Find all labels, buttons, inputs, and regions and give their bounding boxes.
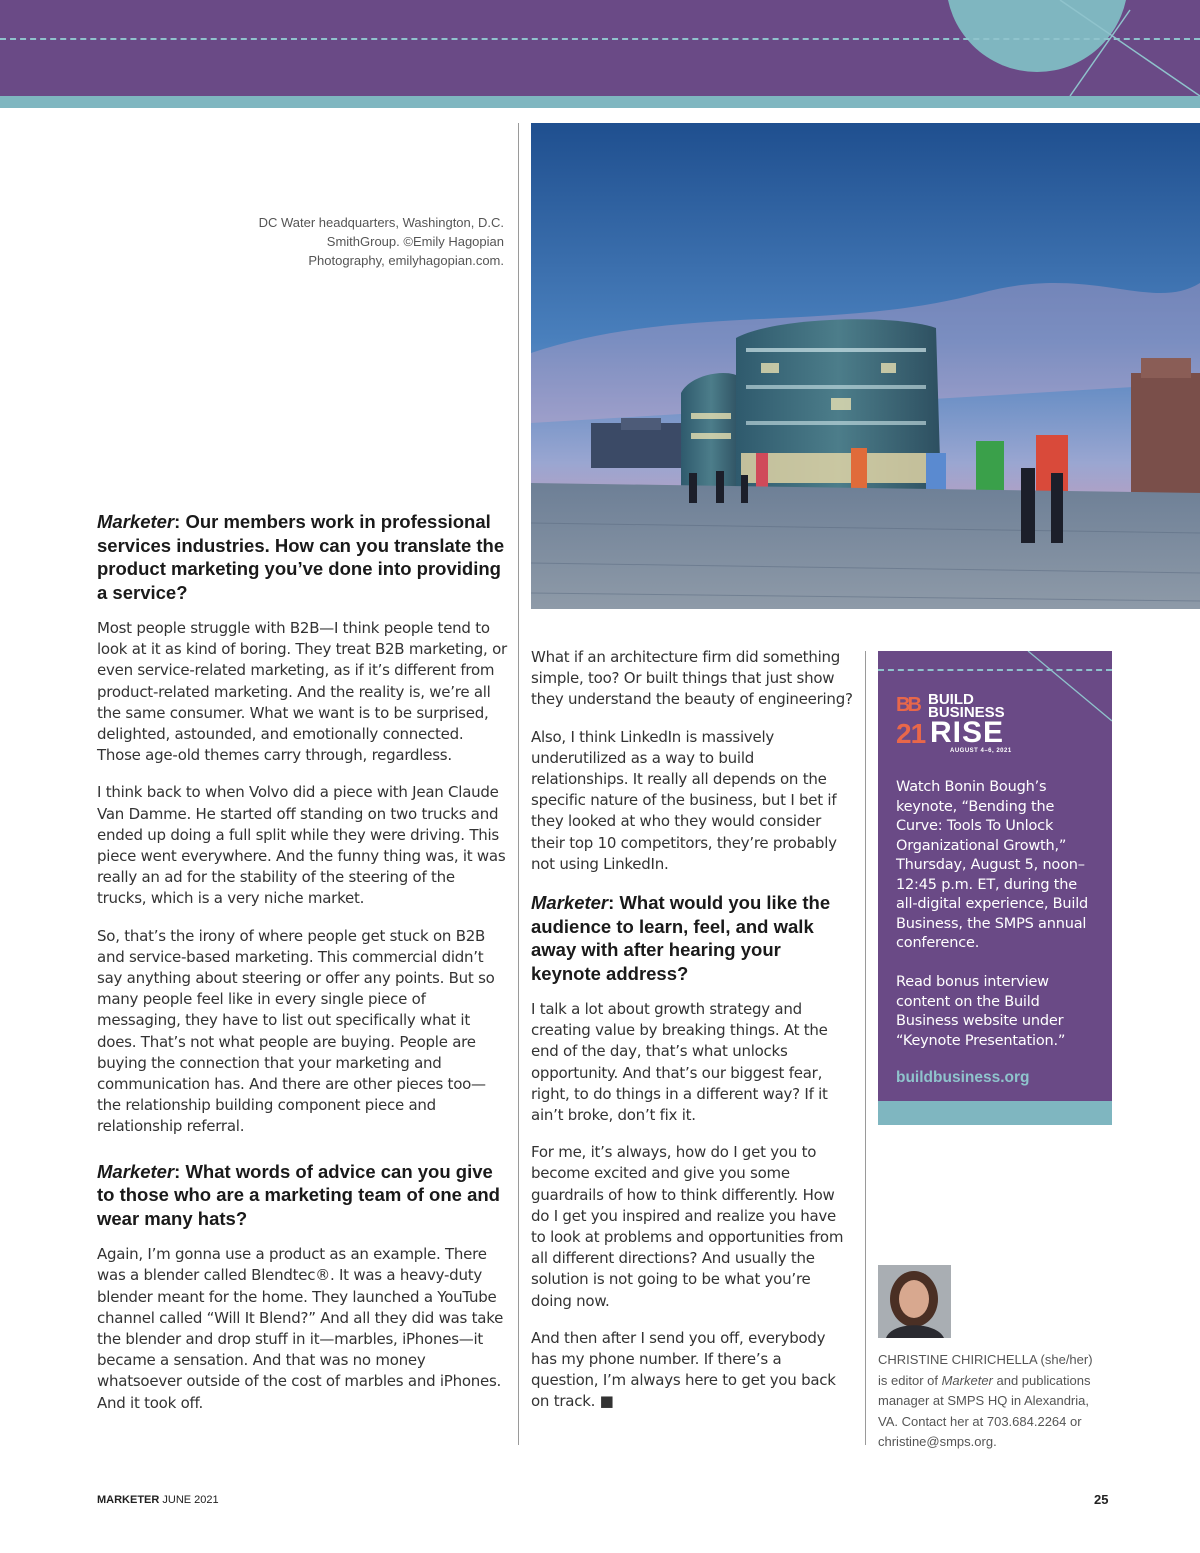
article-column-1 (97, 510, 507, 1430)
article-paragraph: I talk a lot about growth strategy and creating value by breaking things. At the end of the day, that’s what unlocks opportunity. And that’s our biggest fear, right, to do things in a different way? If it ain’t broke, don’t fix it. (531, 1000, 828, 1125)
logo-rise: RISE (930, 716, 1005, 749)
article-paragraph: And then after I send you off, everybody has my phone number. If there’s a question, I’m always here to get you back on track. ■ (531, 1328, 836, 1411)
header-band (0, 0, 1200, 96)
footer-magazine: MARKETER (97, 1494, 160, 1506)
article-paragraph: I think back to when Volvo did a piece with Jean Claude Van Damme. He started off standing on two trucks and ended up doing a full split while they were driving. This piece went everywhere. And the funny thing was, it was really an ad for the stability of the steering of the trucks, which is a very niche market. (97, 783, 506, 908)
author-bio (878, 1350, 1098, 1453)
logo-dates: AUGUST 4–6, 2021 (950, 748, 1012, 754)
photo-caption (240, 213, 504, 270)
page-number: 25 (1094, 1492, 1109, 1507)
interview-question (97, 510, 507, 604)
logo-word: BUSINESS (928, 704, 1005, 721)
sidebar-teal-strip (878, 1101, 1112, 1125)
question-lead: Marketer (97, 1160, 175, 1182)
header-line-decoration (0, 0, 1200, 96)
logo-year: 21 (896, 718, 926, 749)
question-text: : What words of advice can you give to those who are a marketing team of one and wear many hats? (97, 1160, 500, 1229)
bio-details: and publications manager at SMPS HQ in Alexandria, VA. Contact her at 703.684.2264 or christine@smps.org. (878, 1372, 1091, 1449)
article-paragraph: What if an architecture firm did something simple, too? Or built things that just show they understand the beauty of engineering? (531, 648, 853, 709)
caption-line: Photography, emilyhagopian.com. (308, 253, 504, 268)
article-paragraph: So, that’s the irony of where people get stuck on B2B and service-based marketing. This commercial didn’t say anything about steering or offer any points. But so many people feel like in every single piece of messaging, they have to list out specifically what it does. That’s not what people are buying. People are buying the connection that your marketing and communication has. And there are other pieces too—the relationship building component piece and relationship referral. (97, 926, 495, 1136)
logo-bb-mark: BB (896, 694, 919, 716)
question-text: : What would you like the audience to learn, feel, and walk away with after hearing your keynote address? (531, 892, 831, 984)
dc-water-headquarters-photo (531, 123, 1200, 609)
logo-word: BUILD (928, 691, 974, 708)
bio-publication: Marketer (941, 1372, 993, 1388)
column-divider-left (518, 123, 519, 1445)
footer-folio (97, 1494, 219, 1506)
build-business-sidebar (878, 651, 1112, 1101)
article-paragraph: For me, it’s always, how do I get you to become excited and give you some guardrails of how to think differently. How do I get you inspired and realize you have to look at problems and opportunities from all different directions? And usually the solution is not going to be what you’re doing now. (531, 1143, 844, 1310)
buildbusiness-link[interactable]: buildbusiness.org (896, 1069, 1030, 1086)
article-paragraph: Again, I’m gonna use a product as an example. There was a blender called Blendtec®. It was a heavy-duty blender meant for the home. They launched a YouTube channel called “Will It Blend?” And all they did was take the blender and drop stuff in it—marbles, iPhones—it became a sensation. And that was no money whatsoever outside of the cost of marbles and iPhones. And it took off. (97, 1245, 504, 1412)
footer-issue: JUNE 2021 (159, 1494, 219, 1506)
article-column-2 (531, 647, 853, 1429)
article-paragraph: Most people struggle with B2B—I think people tend to look at it as kind of boring. They treat B2B marketing, or even service-related marketing, as if it’s different from product-related marketing. And the reality is, we’re all the same consumer. What we want is to be surprised, delighted, astounded, and emotionally connected. Those age-old themes carry through, regardless. (97, 619, 507, 765)
question-lead: Marketer (531, 892, 609, 914)
question-text: : Our members work in professional services industries. How can you translate the product marketing you’ve done into providing a service? (97, 511, 505, 603)
building-illustration (531, 123, 1200, 609)
author-portrait (878, 1265, 951, 1338)
caption-line: DC Water headquarters, Washington, D.C. (258, 215, 504, 230)
caption-line: SmithGroup. ©Emily Hagopian (326, 234, 504, 249)
header-teal-strip (0, 96, 1200, 108)
sidebar-bonus-text: Read bonus interview content on the Build Business website under “Keynote Presentation.” (896, 974, 1066, 1049)
sidebar-keynote-text: Watch Bonin Bough’s keynote, “Bending the Curve: Tools To Unlock Organizational Growth,” Thursday, August 5, noon–12:45 p.m. ET, during the all-digital experience, Build Business, the SMPS annual conference. (896, 779, 1089, 951)
article-paragraph: Also, I think LinkedIn is massively underutilized as a way to build relationships. It really all depends on the specific nature of the business, but I bet if they looked at who they would consider their top 10 competitors, they’re probably not using LinkedIn. (531, 727, 837, 873)
author-photo (878, 1265, 951, 1338)
bio-name: CHRISTINE CHIRICHELLA (she/her) is editor of (878, 1352, 1093, 1388)
interview-question (531, 891, 853, 985)
column-divider-right (865, 651, 866, 1445)
build-business-logo (896, 693, 1036, 753)
question-lead: Marketer (97, 511, 175, 532)
interview-question (97, 1160, 507, 1231)
